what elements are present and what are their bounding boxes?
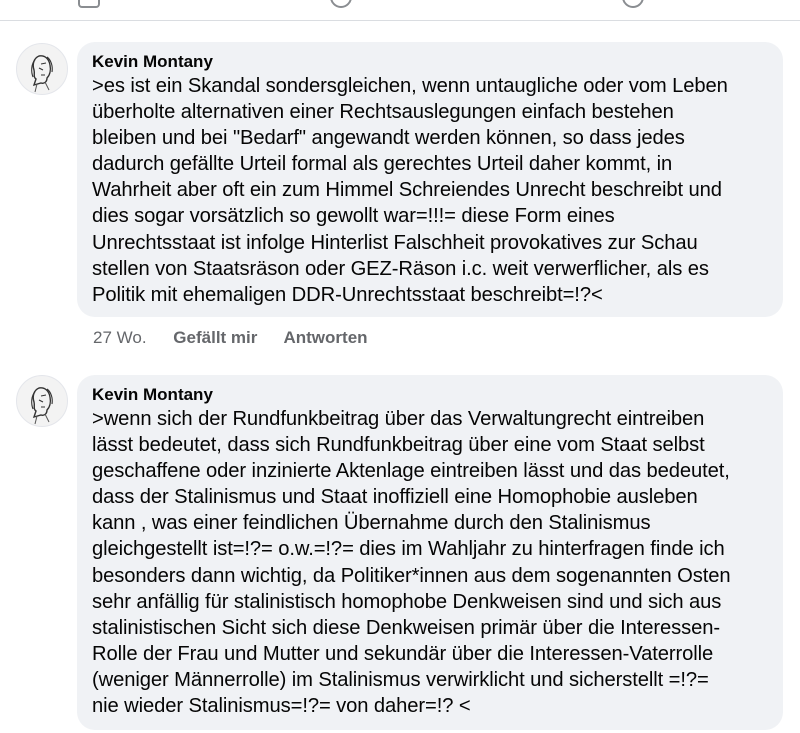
reply-button[interactable]: Antworten xyxy=(283,328,368,347)
avatar[interactable] xyxy=(16,375,68,427)
comment-icon[interactable] xyxy=(330,0,352,8)
comment-author[interactable]: Kevin Montany xyxy=(92,52,213,71)
reaction-icon[interactable] xyxy=(622,0,644,8)
comment-text: >wenn sich der Rundfunkbeitrag über das Verwaltungrecht eintreiben lässt bedeutet, dass sich Rundfunkbeitrag über eine vom Staat selbst geschaffene oder inzinierte Aktenlage eintreiben lässt und das bedeutet, dass der Stalinismus und Staat inoffiziell eine Homophobie ausleben kann , was einer feindlichen Übernahme durch den Stalinismus gleichgestellt ist=!?= o.w.=!?= dies im Wahljahr zu hinterfragen finde ich besonders dann wichtig, da Politiker*innen aus dem sogenannten Osten sehr anfällig für stalinistisch homophobe Denkweisen sind und sich aus stalinistischen Sicht sich diese Denkweisen primär über die Interessen- Rolle der Frau und Mutter und sekundär über die Interessen-Vaterrolle (weniger Männerrolle) im Stalinismus verwirklicht und sicherstellt =!?= nie wieder Stalinismus=!?= von daher=!? < xyxy=(92,408,731,718)
comment-text: >es ist ein Skandal sondersgleichen, wenn untaugliche oder vom Leben überholte alternativen einer Rechtsauslegungen einfach bestehen bleiben und bei "Bedarf" angewandt werden können, so dass jedes dadurch gefällte Urteil formal als gerechtes Urteil daher kommt, in Wahrheit aber oft ein zum Himmel Schreiendes Unrecht beschreibt und dies sogar vorsätzlich so gewollt war=!!!= diese Form eines Unrechtsstaat ist infolge Hinterlist Falschheit provokatives zur Schau stellen von Staatsräson oder GEZ-Räson i.c. weit verwerflicher, als es Politik mit ehemaligen DDR-Unrechtsstaat beschreibt=!?< xyxy=(92,75,728,306)
comment-actions xyxy=(93,328,390,348)
comment-timestamp[interactable]: 27 Wo. xyxy=(93,328,147,347)
previous-comment-actions-strip xyxy=(0,0,800,21)
like-button[interactable]: Gefällt mir xyxy=(173,328,258,347)
comment-bubble[interactable] xyxy=(77,375,783,730)
avatar[interactable] xyxy=(16,43,68,95)
sketch-face-icon xyxy=(17,44,68,95)
share-icon[interactable] xyxy=(78,0,100,8)
comment-bubble[interactable] xyxy=(77,42,783,317)
sketch-face-icon xyxy=(17,376,68,427)
comment-author[interactable]: Kevin Montany xyxy=(92,385,213,404)
